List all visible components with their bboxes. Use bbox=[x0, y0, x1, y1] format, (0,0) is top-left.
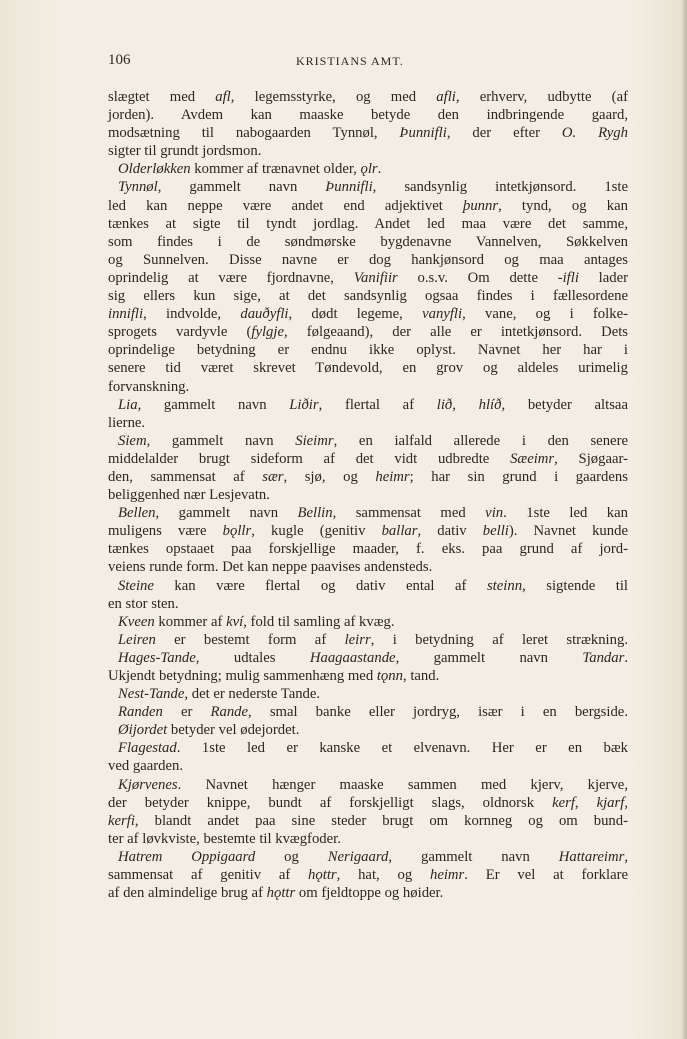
body-text bbox=[108, 88, 628, 902]
text-line: Ukjendt betydning; mulig sammenhæng med tǫnn, tand. bbox=[108, 668, 440, 684]
text-line: sammensat af genitiv af hǫttr, hat, og heimr. Er vel at forklare bbox=[108, 867, 628, 884]
text-line: Flagestad. 1ste led er kanske et elvenavn. Her er en bæk bbox=[118, 740, 628, 757]
text-line: senere tid været skrevet Tøndevold, en grov og aldeles urimelig bbox=[108, 360, 628, 377]
text-line: Leiren er bestemt form af leirr, i betydning af leret strækning. bbox=[118, 631, 628, 648]
text-line: oprindelig at være fjordnavne, Vanifiir o.s.v. Om dette -ifli lader bbox=[108, 269, 628, 286]
text-line: sig ellers kun sige, at det sandsynlig ogsaa findes i fællesordene bbox=[108, 288, 628, 305]
text-line: Kveen kommer af kví, fold til samling af kvæg. bbox=[118, 613, 395, 630]
text-line: Nest-Tande, det er nederste Tande. bbox=[118, 686, 321, 703]
text-line: sprogets vardyvle (fylgje, følgeaand), der alle er intetkjønsord. Dets bbox=[108, 324, 629, 341]
text-line: lierne. bbox=[108, 414, 146, 431]
text-line: Randen er Rande, smal banke eller jordryg, især i en bergside. bbox=[118, 704, 628, 721]
text-line: der betyder knippe, bundt af forskjelligt slags, oldnorsk kerf, kjarf, bbox=[108, 794, 628, 811]
text-line: Steine kan være flertal og dativ ental af steinn, sigtende til bbox=[118, 577, 628, 594]
text-line: af den almindelige brug af hǫttr om fjeldtoppe og høider. bbox=[108, 885, 444, 902]
text-line: en stor sten. bbox=[108, 595, 179, 612]
text-line: forvanskning. bbox=[108, 378, 190, 395]
text-line: Bellen, gammelt navn Bellin, sammensat med vin. 1ste led kan bbox=[118, 505, 628, 522]
text-line: veiens runde form. Det kan neppe paavises andensteds. bbox=[108, 559, 433, 576]
page-header bbox=[108, 52, 628, 72]
text-line: kerfi, blandt andet paa sine steder brugt om kornneg og om bund- bbox=[108, 812, 628, 829]
page-number: 106 bbox=[108, 52, 131, 68]
text-line: modsætning til nabogaarden Tynnøl, Þunnifli, der efter O. Rygh bbox=[108, 125, 628, 142]
text-line: Hatrem Oppigaard og Nerigaard, gammelt navn Hattareimr, bbox=[118, 848, 628, 865]
text-line: middelalder brugt sideform af det vidt udbredte Sæeimr, Sjøgaar- bbox=[108, 450, 628, 467]
text-line: jorden). Avdem kan maaske betyde den indbringende gaard, bbox=[108, 107, 628, 124]
text-line: Lia, gammelt navn Liðir, flertal af lið, hlíð, betyder altsaa bbox=[118, 396, 628, 413]
text-line: og Sunnelven. Disse navne er dog hankjønsord og maa antages bbox=[108, 251, 628, 268]
running-head: KRISTIANS AMT. bbox=[296, 54, 404, 68]
text-line: led kan neppe være andet end adjektivet þunnr, tynd, og kan bbox=[108, 197, 628, 214]
text-line: som findes i de søndmørske bygdenavne Vannelven, Søkkelven bbox=[108, 233, 628, 250]
text-line: den, sammensat af sær, sjø, og heimr; har sin grund i gaardens bbox=[108, 468, 628, 485]
text-line: innifli, indvolde, dauðyfli, dødt legeme, vanyfli, vane, og i folke- bbox=[108, 306, 628, 323]
text-line: tænkes at sigte til tyndt jordlag. Andet led maa være det samme, bbox=[108, 215, 628, 232]
text-line: slægtet med afl, legemsstyrke, og med afli, erhverv, udbytte (af bbox=[108, 89, 628, 105]
page-edge-shadow bbox=[681, 0, 687, 1039]
text-line: Tynnøl, gammelt navn Þunnifli, sandsynlig intetkjønsord. 1ste bbox=[118, 179, 628, 196]
text-line: muligens være bǫllr, kugle (genitiv ballar, dativ belli). Navnet kunde bbox=[108, 523, 628, 540]
text-line: Olderløkken kommer af trænavnet older, ǫlr. bbox=[118, 161, 382, 178]
text-line: sigter til grundt jordsmon. bbox=[108, 143, 262, 160]
text-line: Kjørvenes. Navnet hænger maaske sammen med kjerv, kjerve, bbox=[118, 776, 628, 793]
text-line: ved gaarden. bbox=[108, 758, 184, 775]
text-line: Øijordet betyder vel ødejordet. bbox=[118, 722, 300, 739]
text-line: oprindelige betydning er endnu ikke oplyst. Navnet her har i bbox=[108, 342, 628, 359]
text-line: beliggenhed nær Lesjevatn. bbox=[108, 487, 270, 504]
text-line: tænkes opstaaet paa forskjellige maader, f. eks. paa grund af jord- bbox=[108, 541, 628, 558]
text-line: ter af løvkviste, bestemte til kvægfoder. bbox=[108, 830, 341, 847]
text-line: Siem, gammelt navn Sieimr, en ialfald allerede i den senere bbox=[118, 432, 628, 449]
text-line: Hages-Tande, udtales Haagaastande, gammelt navn Tandar. bbox=[118, 649, 628, 666]
